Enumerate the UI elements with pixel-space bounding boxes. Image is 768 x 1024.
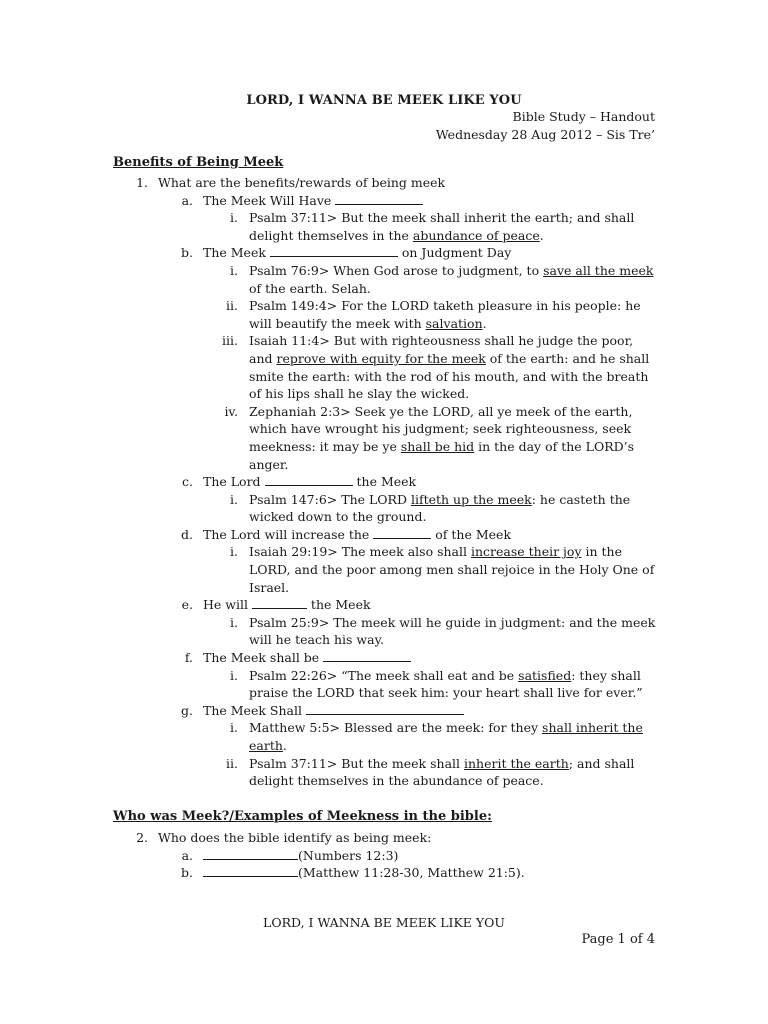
item-d xyxy=(0,526,768,544)
verse-text: Isaiah 29:19> The meek also shall xyxy=(249,544,471,560)
list-marker: b. xyxy=(181,865,193,881)
examples-outline xyxy=(0,829,768,882)
item-c xyxy=(0,473,768,491)
verse-text: Psalm 149:4> For the LORD taketh pleasure in his people: he xyxy=(249,298,641,314)
list-marker: ii. xyxy=(226,755,238,771)
section-heading-benefits: Benefits of Being Meek xyxy=(113,155,284,170)
example-a xyxy=(0,847,768,865)
list-marker: i. xyxy=(230,491,238,507)
section-heading-examples: Who was Meek?/Examples of Meekness in the bible: xyxy=(113,809,492,824)
list-marker: b. xyxy=(181,245,193,261)
verse-text: Zephaniah 2:3> Seek ye the LORD, all ye meek of the earth, xyxy=(249,403,633,419)
question-text: What are the benefits/rewards of being meek xyxy=(158,175,446,190)
fill-blank xyxy=(373,526,431,539)
fill-blank xyxy=(203,847,298,860)
fill-blank xyxy=(323,649,411,662)
list-marker: ii. xyxy=(226,298,238,314)
list-marker: iii. xyxy=(222,333,238,349)
reference-text: (Numbers 12:3) xyxy=(298,847,399,863)
question-1 xyxy=(0,174,768,192)
underlined-phrase: abundance of peace xyxy=(412,227,540,243)
verse-text: of his lips shall he slay the wicked. xyxy=(249,386,470,402)
verse-text: : he casteth the xyxy=(531,491,631,507)
verse-text: Psalm 147:6> The LORD xyxy=(249,491,411,507)
date-author-line: Wednesday 28 Aug 2012 – Sis Tre’ xyxy=(435,127,655,142)
item-text: The Meek shall be xyxy=(203,650,324,666)
item-g-i xyxy=(0,719,768,737)
list-marker: g. xyxy=(181,702,193,718)
item-a-i xyxy=(0,209,768,227)
handout-label: Bible Study – Handout xyxy=(512,109,655,124)
fill-blank xyxy=(265,473,353,486)
item-text: of the Meek xyxy=(431,526,512,542)
list-marker: f. xyxy=(184,650,193,666)
verse-text: . xyxy=(539,227,544,243)
verse-text: which have wrought his judgment; seek righteousness, seek xyxy=(249,421,632,437)
verse-text: Psalm 22:26> “The meek shall eat and be xyxy=(249,667,519,683)
item-c-i xyxy=(0,491,768,509)
page-number: Page 1 of 4 xyxy=(581,932,655,947)
item-e-i xyxy=(0,614,768,632)
fill-blank xyxy=(270,244,398,257)
verse-text: anger. xyxy=(249,456,289,472)
item-a xyxy=(0,192,768,210)
list-marker: i. xyxy=(230,210,238,226)
question-text: Who does the bible identify as being meek: xyxy=(158,830,432,845)
list-marker: i. xyxy=(230,614,238,630)
item-text: He will xyxy=(203,597,252,613)
underlined-phrase: increase their joy xyxy=(470,544,582,560)
underlined-phrase: satisfied xyxy=(518,667,572,683)
verse-text: : they shall xyxy=(571,667,641,683)
verse-text: Psalm 37:11> But the meek shall xyxy=(249,755,464,771)
item-text: the Meek xyxy=(306,597,371,613)
item-text: The Lord xyxy=(203,474,265,490)
verse-text: will beautify the meek with xyxy=(249,315,426,331)
item-text: The Meek xyxy=(203,245,270,261)
verse-text: ; and shall xyxy=(568,755,635,771)
item-b-i xyxy=(0,262,768,280)
question-2 xyxy=(0,829,768,847)
item-f-i xyxy=(0,667,768,685)
verse-text: . xyxy=(482,315,487,331)
item-g xyxy=(0,702,768,720)
document-title: LORD, I WANNA BE MEEK LIKE YOU xyxy=(246,93,522,108)
verse-text: Psalm 76:9> When God arose to judgment, to xyxy=(249,262,544,278)
underlined-phrase: inherit the earth xyxy=(464,755,569,771)
underlined-phrase: reprove with equity for the meek xyxy=(276,350,486,366)
list-marker: i. xyxy=(230,262,238,278)
item-f xyxy=(0,649,768,667)
list-marker: iv. xyxy=(224,403,238,419)
item-text: on Judgment Day xyxy=(397,245,512,261)
item-e xyxy=(0,596,768,614)
underlined-phrase: earth xyxy=(249,738,283,753)
list-marker: d. xyxy=(181,526,193,542)
item-b xyxy=(0,244,768,262)
fill-blank xyxy=(203,864,298,877)
item-text: The Meek Shall xyxy=(203,702,306,718)
verse-text: delight themselves in the xyxy=(249,227,413,243)
verse-text: in the xyxy=(581,544,622,560)
verse-text: in the day of the LORD’s xyxy=(474,438,635,454)
verse-text: praise the LORD that seek him: your heart shall live for ever.” xyxy=(249,685,643,701)
verse-text: Isaiah 11:4> But with righteousness shall he judge the poor, xyxy=(249,333,634,349)
list-marker: i. xyxy=(230,720,238,736)
verse-text: LORD, and the poor among men shall rejoice in the Holy One of xyxy=(249,562,655,578)
reference-text: (Matthew 11:28-30, Matthew 21:5). xyxy=(298,865,525,881)
underlined-phrase: lifteth up the meek xyxy=(410,491,532,507)
list-marker: 2. xyxy=(136,830,148,845)
example-b xyxy=(0,864,768,882)
item-b-ii xyxy=(0,297,768,315)
item-text: The Lord will increase the xyxy=(203,526,374,542)
verse-text: of the earth. Selah. xyxy=(249,280,371,296)
item-d-i xyxy=(0,543,768,561)
benefits-outline xyxy=(0,174,768,790)
list-marker: a. xyxy=(181,847,193,863)
list-marker: a. xyxy=(181,192,193,208)
underlined-phrase: save all the meek xyxy=(543,262,654,278)
verse-text: meekness: it may be ye xyxy=(249,438,401,454)
footer-title: LORD, I WANNA BE MEEK LIKE YOU xyxy=(263,915,505,930)
verse-text: Israel. xyxy=(249,579,290,595)
underlined-phrase: salvation xyxy=(425,315,483,331)
list-marker: e. xyxy=(181,597,193,613)
verse-text: Psalm 25:9> The meek will he guide in judgment: and the meek xyxy=(249,614,656,630)
underlined-phrase: shall be hid xyxy=(400,438,475,454)
item-b-iii xyxy=(0,332,768,350)
list-marker: c. xyxy=(182,474,193,490)
verse-text: smite the earth: with the rod of his mouth, and with the breath xyxy=(249,368,649,384)
underlined-phrase: shall inherit the xyxy=(542,720,643,736)
item-text: the Meek xyxy=(352,474,417,490)
item-b-iv xyxy=(0,403,768,421)
fill-blank xyxy=(306,702,464,715)
list-marker: i. xyxy=(230,667,238,683)
verse-text: . xyxy=(282,738,287,753)
verse-text: wicked down to the ground. xyxy=(249,509,427,525)
item-g-ii xyxy=(0,755,768,773)
item-text: The Meek Will Have xyxy=(203,192,336,208)
verse-text: will he teach his way. xyxy=(249,632,384,648)
verse-text: of the earth: and he shall xyxy=(485,350,650,366)
list-marker: i. xyxy=(230,544,238,560)
list-marker: 1. xyxy=(136,175,148,190)
fill-blank xyxy=(252,596,307,609)
verse-text: Psalm 37:11> But the meek shall inherit the earth; and shall xyxy=(249,210,635,226)
verse-text: delight themselves in the abundance of peace. xyxy=(249,773,544,789)
fill-blank xyxy=(335,192,423,205)
verse-text: and xyxy=(249,350,277,366)
verse-text: Matthew 5:5> Blessed are the meek: for they xyxy=(249,720,543,736)
